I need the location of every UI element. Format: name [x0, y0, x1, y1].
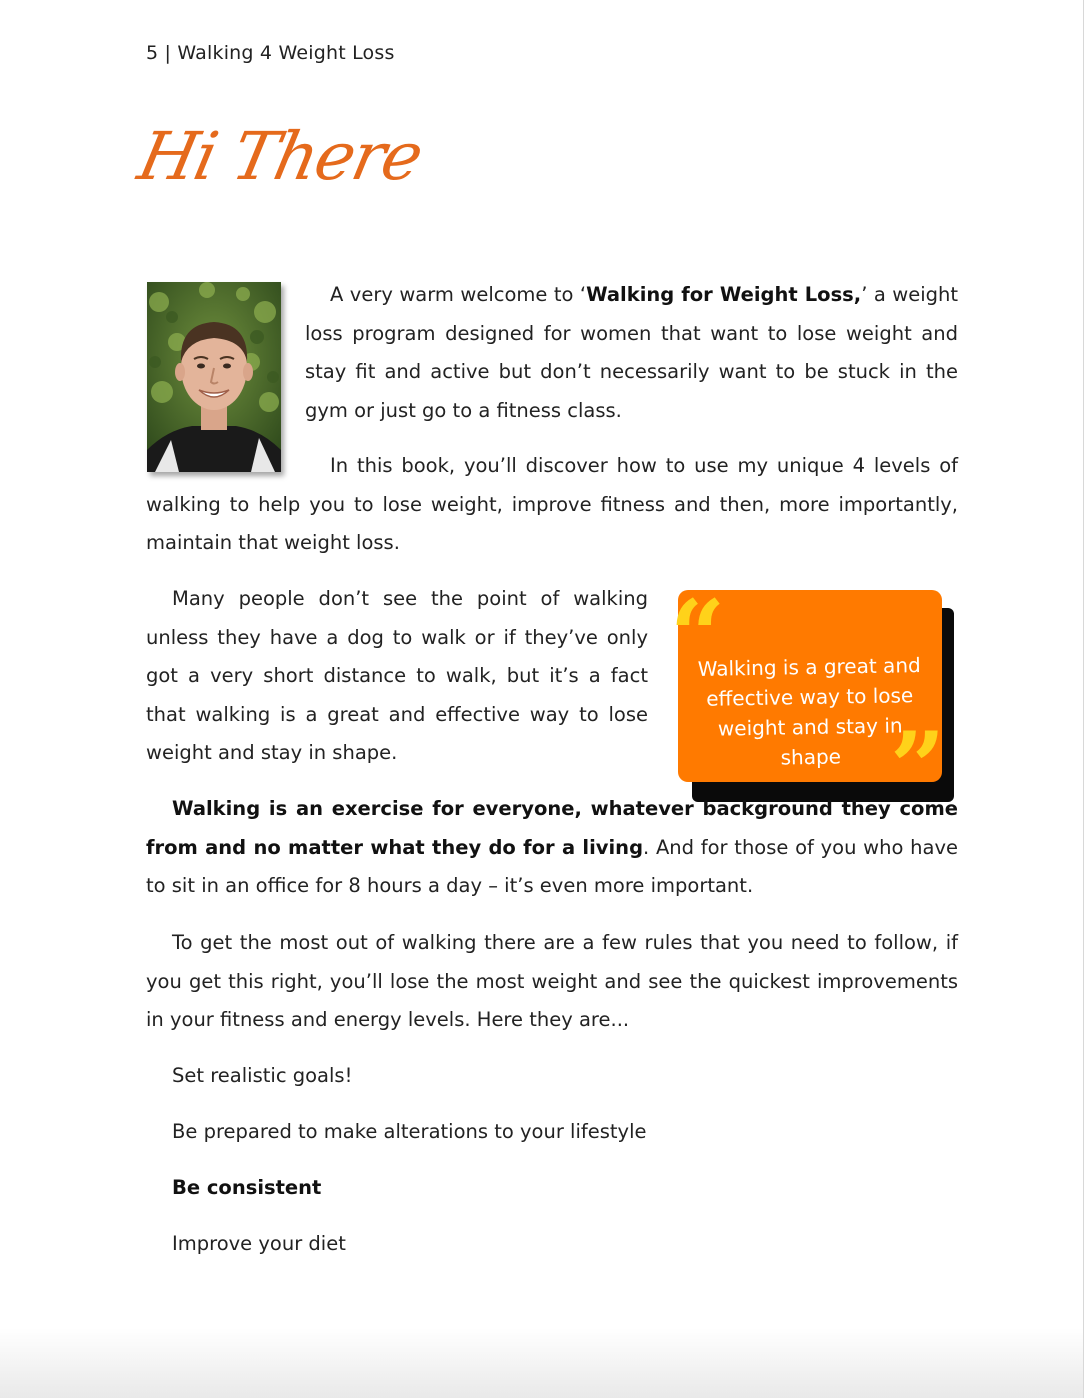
- close-quote-icon: ”: [890, 711, 946, 824]
- open-quote-icon: “: [670, 579, 726, 692]
- intro-paragraph-2: [146, 447, 958, 563]
- page-bottom-fade: [0, 1328, 1083, 1398]
- page-header: [146, 42, 395, 64]
- page-title: Hi There: [131, 118, 429, 195]
- book-title: Walking 4 Weight Loss: [177, 42, 395, 64]
- body-p5-text: To get the most out of walking there are a few rules that you need to follow, if you get this right, you’ll lose the most weight and see the quickest improvements in your fitness and energy levels. Here they are...: [146, 931, 958, 1031]
- rule-item: Be consistent: [172, 1176, 322, 1199]
- body-p4-after: . And for those of you who have to sit in an office for 8 hours a day – it’s even more important.: [146, 835, 958, 897]
- rule-item: Set realistic goals!: [172, 1064, 353, 1087]
- rule-item: Improve your diet: [172, 1232, 346, 1255]
- body-paragraph-5: [146, 924, 958, 1040]
- rule-item: Be prepared to make alterations to your lifestyle: [172, 1120, 647, 1143]
- body-paragraph-3: [146, 580, 648, 773]
- body-p4-bold: Walking is an exercise for everyone, whatever background they come from and no matter what they do for a living: [146, 797, 958, 859]
- author-photo: [147, 282, 281, 472]
- body-p3-text: Many people don’t see the point of walking unless they have a dog to walk or if they’ve only got a very short distance to walk, but it’s a fact that walking is a great and effective way to lose weight and stay in shape.: [146, 587, 648, 764]
- header-separator: |: [164, 42, 172, 64]
- intro-p2-text: In this book, you’ll discover how to use my unique 4 levels of walking to help you to lose weight, improve fitness and then, more importantly, maintain that weight loss.: [146, 454, 958, 554]
- page-number: 5: [146, 42, 159, 64]
- intro-p1-before: A very warm welcome to ‘: [330, 283, 587, 306]
- intro-paragraph-1: [305, 276, 958, 430]
- intro-p1-after: ’ a weight loss program designed for women that want to lose weight and stay fit and active but don’t necessarily want to be stuck in the gym or just go to a fitness class.: [305, 283, 959, 422]
- pull-quote-text: Walking is a great and effective way to lose weight and stay in shape: [697, 653, 921, 770]
- pull-quote: [670, 579, 958, 824]
- body-paragraph-4: [146, 790, 958, 906]
- intro-p1-bold: Walking for Weight Loss,: [586, 283, 862, 306]
